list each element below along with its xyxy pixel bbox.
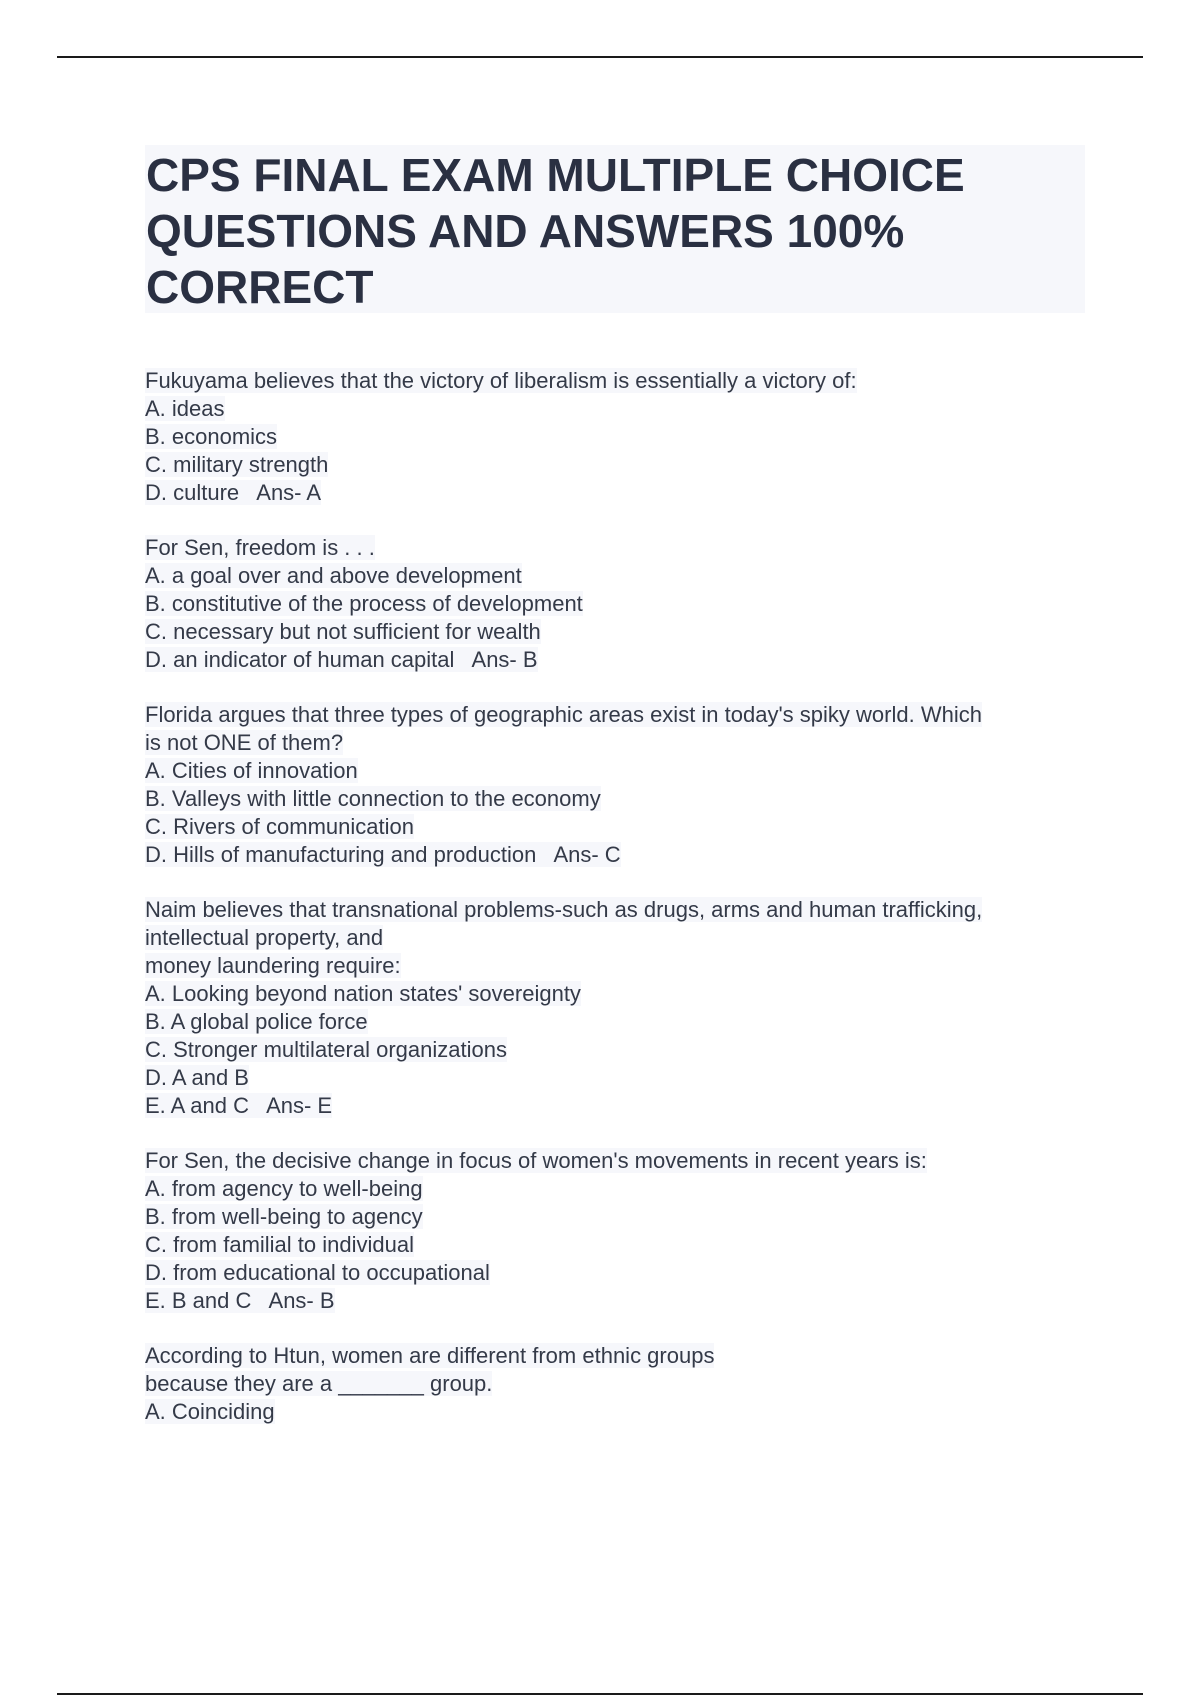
answer-option-with-key: D. an indicator of human capital Ans- B	[145, 647, 538, 672]
question-text: is not ONE of them?	[145, 730, 344, 755]
header-rule	[57, 56, 1143, 58]
question-text: For Sen, freedom is . . .	[145, 535, 375, 560]
answer-option: B. Valleys with little connection to the economy	[145, 786, 601, 811]
title-line: CPS FINAL EXAM MULTIPLE CHOICE	[146, 149, 965, 201]
answer-option: C. Rivers of communication	[145, 814, 414, 839]
answer-option: B. economics	[145, 424, 278, 449]
question-list	[145, 367, 1085, 1453]
question-text: because they are a _______ group.	[145, 1371, 493, 1396]
question-block	[145, 701, 1085, 869]
answer-option-with-key: E. A and C Ans- E	[145, 1093, 333, 1118]
question-text: Naim believes that transnational problems-such as drugs, arms and human trafficking,	[145, 897, 983, 922]
answer-option: D. from educational to occupational	[145, 1260, 490, 1285]
question-block	[145, 534, 1085, 674]
title-line: CORRECT	[146, 261, 374, 313]
answer-option: B. A global police force	[145, 1009, 368, 1034]
answer-option-with-key: E. B and C Ans- B	[145, 1288, 335, 1313]
question-block	[145, 367, 1085, 507]
answer-option-with-key: D. culture Ans- A	[145, 480, 322, 505]
question-text: For Sen, the decisive change in focus of women's movements in recent years is:	[145, 1148, 927, 1173]
question-text: According to Htun, women are different from ethnic groups	[145, 1343, 715, 1368]
document-title	[145, 145, 1085, 313]
question-text: intellectual property, and	[145, 925, 384, 950]
answer-option: A. Looking beyond nation states' sovereignty	[145, 981, 581, 1006]
question-text: money laundering require:	[145, 953, 401, 978]
answer-option: C. necessary but not sufficient for wealth	[145, 619, 541, 644]
question-text: Florida argues that three types of geographic areas exist in today's spiky world. Which	[145, 702, 982, 727]
title-line: QUESTIONS AND ANSWERS 100%	[146, 205, 905, 257]
answer-option: A. ideas	[145, 396, 225, 421]
answer-option: A. Coinciding	[145, 1399, 275, 1424]
question-block	[145, 896, 1085, 1120]
question-block	[145, 1147, 1085, 1315]
footer-rule	[57, 1693, 1143, 1695]
answer-option: C. from familial to individual	[145, 1232, 414, 1257]
answer-option-with-key: D. Hills of manufacturing and production Ans- C	[145, 842, 621, 867]
answer-option: A. from agency to well-being	[145, 1176, 423, 1201]
answer-option: C. Stronger multilateral organizations	[145, 1037, 507, 1062]
answer-option: A. Cities of innovation	[145, 758, 358, 783]
answer-option: D. A and B	[145, 1065, 249, 1090]
question-block	[145, 1342, 1085, 1426]
answer-option: C. military strength	[145, 452, 329, 477]
answer-option: B. constitutive of the process of development	[145, 591, 583, 616]
question-text: Fukuyama believes that the victory of liberalism is essentially a victory of:	[145, 368, 857, 393]
answer-option: B. from well-being to agency	[145, 1204, 423, 1229]
answer-option: A. a goal over and above development	[145, 563, 522, 588]
